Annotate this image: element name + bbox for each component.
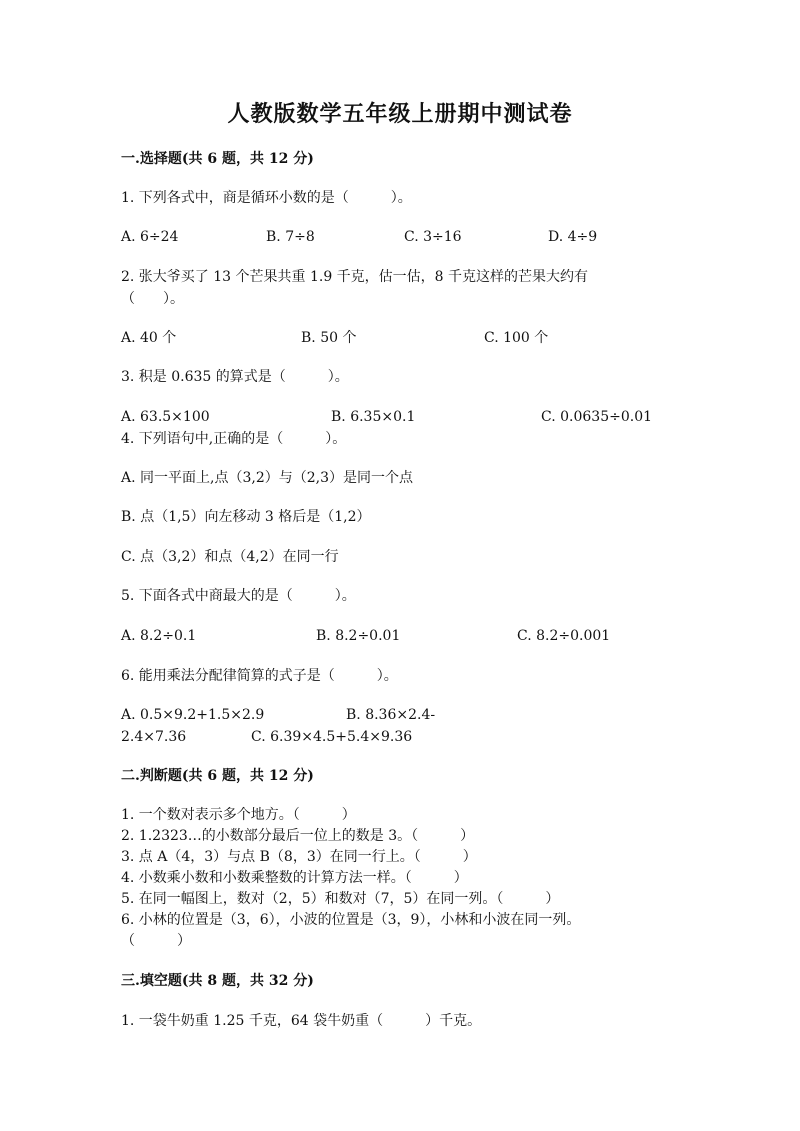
question-stem: 3. 积是 0.635 的算式是（ ）。 <box>121 369 349 385</box>
judge-item: 2. 1.2323…的小数部分最后一位上的数是 3。（ ） <box>121 828 475 844</box>
question-stem: 6. 能用乘法分配律简算的式子是（ ）。 <box>121 668 398 684</box>
section-heading-judge: 二.判断题(共 6 题，共 12 分) <box>121 768 314 784</box>
judge-item: 3. 点 A（4，3）与点 B（8，3）在同一行上。（ ） <box>121 849 477 865</box>
option: B. 点（1,5）向左移动 3 格后是（1,2） <box>121 509 371 525</box>
option: C. 100 个 <box>484 330 549 346</box>
fill-item: 1. 一袋牛奶重 1.25 千克，64 袋牛奶重（ ）千克。 <box>121 1013 482 1029</box>
page-title: 人教版数学五年级上册期中测试卷 <box>227 101 573 127</box>
option: D. 4÷9 <box>548 229 598 245</box>
question-stem-continued: （ ）。 <box>121 291 184 307</box>
judge-item-continued: （ ） <box>121 933 191 949</box>
option: B. 50 个 <box>301 330 357 346</box>
option: A. 8.2÷0.1 <box>121 628 197 644</box>
question-stem: 5. 下面各式中商最大的是（ ）。 <box>121 588 356 604</box>
option: A. 63.5×100 <box>121 409 210 425</box>
question-stem: 1. 下列各式中，商是循环小数的是（ ）。 <box>121 190 412 206</box>
option-continued: 2.4×7.36 <box>121 729 187 745</box>
judge-item: 5. 在同一幅图上，数对（2，5）和数对（7，5）在同一列。（ ） <box>121 891 560 907</box>
question-stem: 2. 张大爷买了 13 个芒果共重 1.9 千克，估一估，8 千克这样的芒果大约有 <box>121 269 589 285</box>
option: B. 7÷8 <box>266 229 315 245</box>
option: A. 0.5×9.2+1.5×2.9 <box>121 707 265 723</box>
option: A. 6÷24 <box>121 229 179 245</box>
judge-item: 1. 一个数对表示多个地方。（ ） <box>121 807 356 823</box>
option: A. 40 个 <box>121 330 177 346</box>
option: B. 6.35×0.1 <box>331 409 416 425</box>
option: C. 0.0635÷0.01 <box>541 409 653 425</box>
option: B. 8.36×2.4- <box>346 707 436 723</box>
option: A. 同一平面上,点（3,2）与（2,3）是同一个点 <box>121 470 413 486</box>
option: C. 点（3,2）和点（4,2）在同一行 <box>121 549 339 565</box>
question-stem: 4. 下列语句中,正确的是（ ）。 <box>121 431 347 447</box>
section-heading-choice: 一.选择题(共 6 题，共 12 分) <box>121 151 314 167</box>
section-heading-fill: 三.填空题(共 8 题，共 32 分) <box>121 973 314 989</box>
judge-item: 6. 小林的位置是（3，6），小波的位置是（3，9），小林和小波在同一列。 <box>121 912 581 928</box>
option: C. 3÷16 <box>404 229 462 245</box>
judge-item: 4. 小数乘小数和小数乘整数的计算方法一样。（ ） <box>121 870 468 886</box>
option: C. 8.2÷0.001 <box>517 628 611 644</box>
option: B. 8.2÷0.01 <box>316 628 401 644</box>
option: C. 6.39×4.5+5.4×9.36 <box>251 729 413 745</box>
